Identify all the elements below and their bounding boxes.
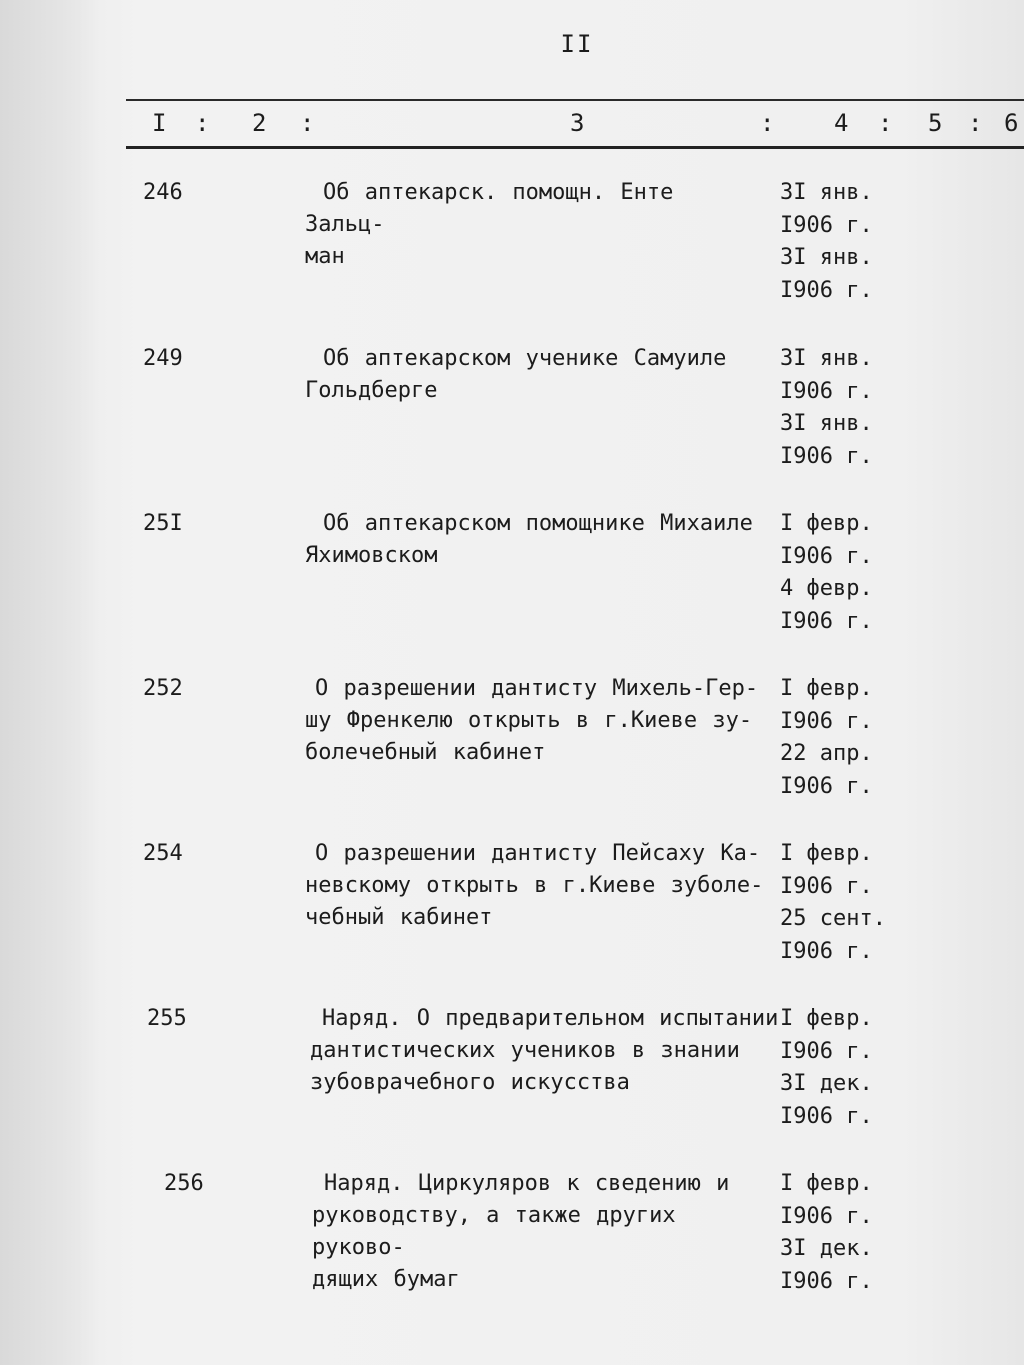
- case-dates: [780, 177, 873, 307]
- date-end: 3I янв.: [780, 411, 873, 436]
- date-end: 3I дек.: [780, 1071, 873, 1096]
- case-number: 255: [147, 1006, 187, 1031]
- date-start-year: I906 г.: [780, 873, 873, 899]
- date-start-year: I906 г.: [780, 543, 873, 569]
- page-number: II: [560, 30, 594, 58]
- date-end: 3I дек.: [780, 1236, 873, 1261]
- case-number: 254: [143, 841, 183, 866]
- case-title: О разрешении дантисту Михель-Гер- шу Френкелю открыть в г.Киеве зу- болечебный кабинет: [305, 676, 759, 765]
- col-header-3: 3: [570, 109, 585, 137]
- date-end: 3I янв.: [780, 245, 873, 270]
- col-header-2: 2: [252, 109, 267, 137]
- date-end: 4 февр.: [780, 576, 873, 601]
- col-header-sep: :: [878, 109, 893, 137]
- date-start: I февр.: [780, 1171, 873, 1196]
- date-end: 25 сент.: [780, 906, 886, 931]
- date-start: I февр.: [780, 676, 873, 701]
- case-dates: [780, 838, 886, 968]
- date-start-year: I906 г.: [780, 378, 873, 404]
- date-end-year: I906 г.: [780, 608, 873, 634]
- case-number: 256: [164, 1171, 204, 1196]
- date-end-year: I906 г.: [780, 277, 873, 303]
- case-title: Об аптекарск. помощн. Енте Зальц- ман: [305, 180, 674, 269]
- date-end: 22 апр.: [780, 741, 873, 766]
- case-dates: [780, 343, 873, 473]
- date-start: I февр.: [780, 511, 873, 536]
- case-number: 249: [143, 346, 183, 371]
- date-start: 3I янв.: [780, 180, 873, 205]
- date-start-year: I906 г.: [780, 1038, 873, 1064]
- case-title: Об аптекарском помощнике Михаиле Яхимовском: [305, 511, 753, 568]
- case-title: Наряд. Циркуляров к сведению и руководству, а также других руково- дящих бумаг: [312, 1171, 730, 1292]
- case-number: 246: [143, 180, 183, 205]
- case-title: Об аптекарском ученике Самуиле Гольдберге: [305, 346, 727, 403]
- date-start-year: I906 г.: [780, 1203, 873, 1229]
- page-shadow: [0, 0, 100, 1365]
- date-end-year: I906 г.: [780, 773, 873, 799]
- date-start-year: I906 г.: [780, 708, 873, 734]
- col-header-sep: :: [760, 109, 775, 137]
- date-end-year: I906 г.: [780, 443, 873, 469]
- header-rule-top: [126, 99, 1024, 101]
- col-header-sep: :: [195, 109, 210, 137]
- case-dates: [780, 1003, 873, 1133]
- date-start: 3I янв.: [780, 346, 873, 371]
- col-header-4: 4: [834, 109, 849, 137]
- case-dates: [780, 673, 873, 803]
- case-title: О разрешении дантисту Пейсаху Ка- невскому открыть в г.Киеве зуболе- чебный кабинет: [305, 841, 764, 930]
- date-start: I февр.: [780, 1006, 873, 1031]
- col-header-1: I: [152, 109, 167, 137]
- case-dates: [780, 1168, 873, 1298]
- date-end-year: I906 г.: [780, 1268, 873, 1294]
- date-end-year: I906 г.: [780, 938, 873, 964]
- case-number: 25I: [143, 511, 183, 536]
- date-start: I февр.: [780, 841, 873, 866]
- col-header-sep: :: [300, 109, 315, 137]
- case-title: Наряд. О предварительном испытании дантистических учеников в знании зубоврачебного искусства: [310, 1006, 779, 1095]
- case-dates: [780, 508, 873, 638]
- header-rule-bottom: [126, 146, 1024, 149]
- col-header-sep: :: [968, 109, 983, 137]
- col-header-5: 5: [928, 109, 943, 137]
- date-end-year: I906 г.: [780, 1103, 873, 1129]
- col-header-6: 6: [1004, 109, 1019, 137]
- case-number: 252: [143, 676, 183, 701]
- date-start-year: I906 г.: [780, 212, 873, 238]
